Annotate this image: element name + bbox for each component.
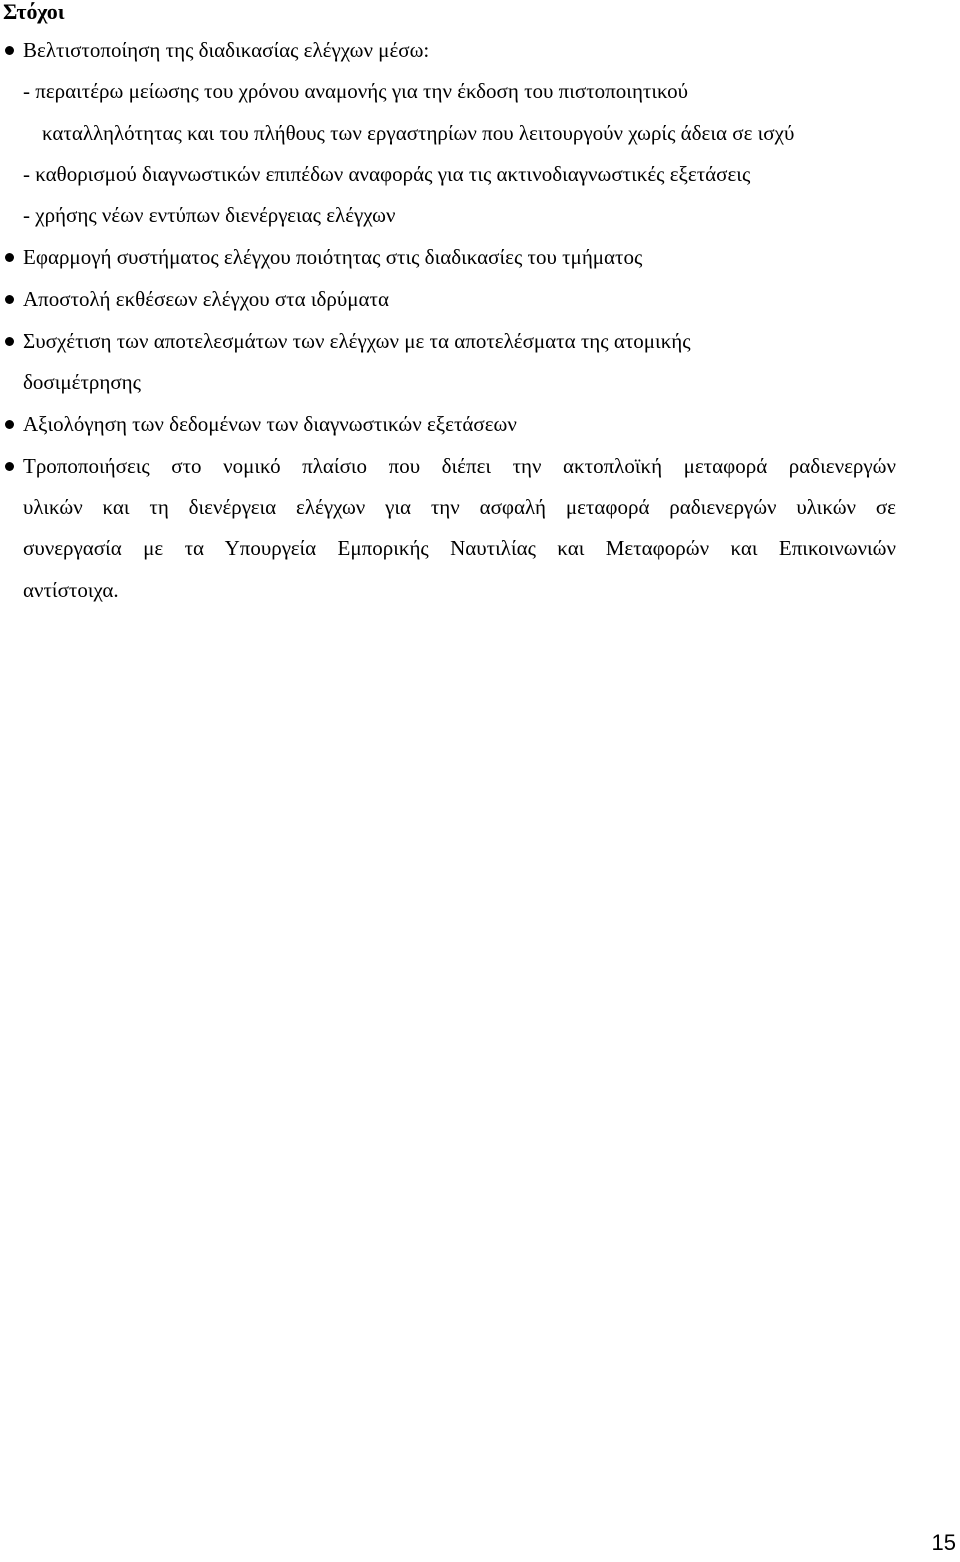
list-item-line: - περαιτέρω μείωσης του χρόνου αναμονής για την έκδοση του πιστοποιητικού: [23, 79, 689, 103]
list-item-line: Τροποποιήσεις στο νομικό πλαίσιο που διέπει την ακτοπλοϊκή μεταφορά ραδιενεργών: [23, 454, 896, 478]
bullet-icon: [5, 337, 14, 346]
page-number: 15: [931, 1530, 956, 1555]
list-item-line: Αξιολόγηση των δεδομένων των διαγνωστικών εξετάσεων: [23, 412, 517, 436]
list-item-line: αντίστοιχα.: [23, 578, 119, 602]
list-item-line: καταλληλότητας και του πλήθους των εργαστηρίων που λειτουργούν χωρίς άδεια σε ισχύ: [42, 121, 795, 145]
list-item-line: Αποστολή εκθέσεων ελέγχου στα ιδρύματα: [23, 287, 389, 311]
bullet-icon: [5, 295, 14, 304]
list-item-line: συνεργασία με τα Υπουργεία Εμπορικής Ναυτιλίας και Μεταφορών και Επικοινωνιών: [23, 536, 896, 560]
list-item-line: Συσχέτιση των αποτελεσμάτων των ελέγχων με τα αποτελέσματα της ατομικής: [23, 329, 691, 353]
list-item-line: δοσιμέτρησης: [23, 370, 141, 394]
bullet-icon: [5, 253, 14, 262]
list-item-line: υλικών και τη διενέργεια ελέγχων για την ασφαλή μεταφορά ραδιενεργών υλικών σε: [23, 495, 896, 519]
bullet-icon: [5, 462, 14, 471]
list-item-line: - καθορισμού διαγνωστικών επιπέδων αναφοράς για τις ακτινοδιαγνωστικές εξετάσεις: [23, 162, 751, 186]
list-item-line: Εφαρμογή συστήματος ελέγχου ποιότητας στις διαδικασίες του τμήματος: [23, 245, 643, 269]
section-heading: Στόχοι: [3, 0, 65, 24]
bullet-icon: [5, 420, 14, 429]
list-item-line: - χρήσης νέων εντύπων διενέργειας ελέγχων: [23, 203, 396, 227]
list-item-line: Βελτιστοποίηση της διαδικασίας ελέγχων μέσω:: [23, 38, 430, 62]
bullet-icon: [5, 46, 14, 55]
